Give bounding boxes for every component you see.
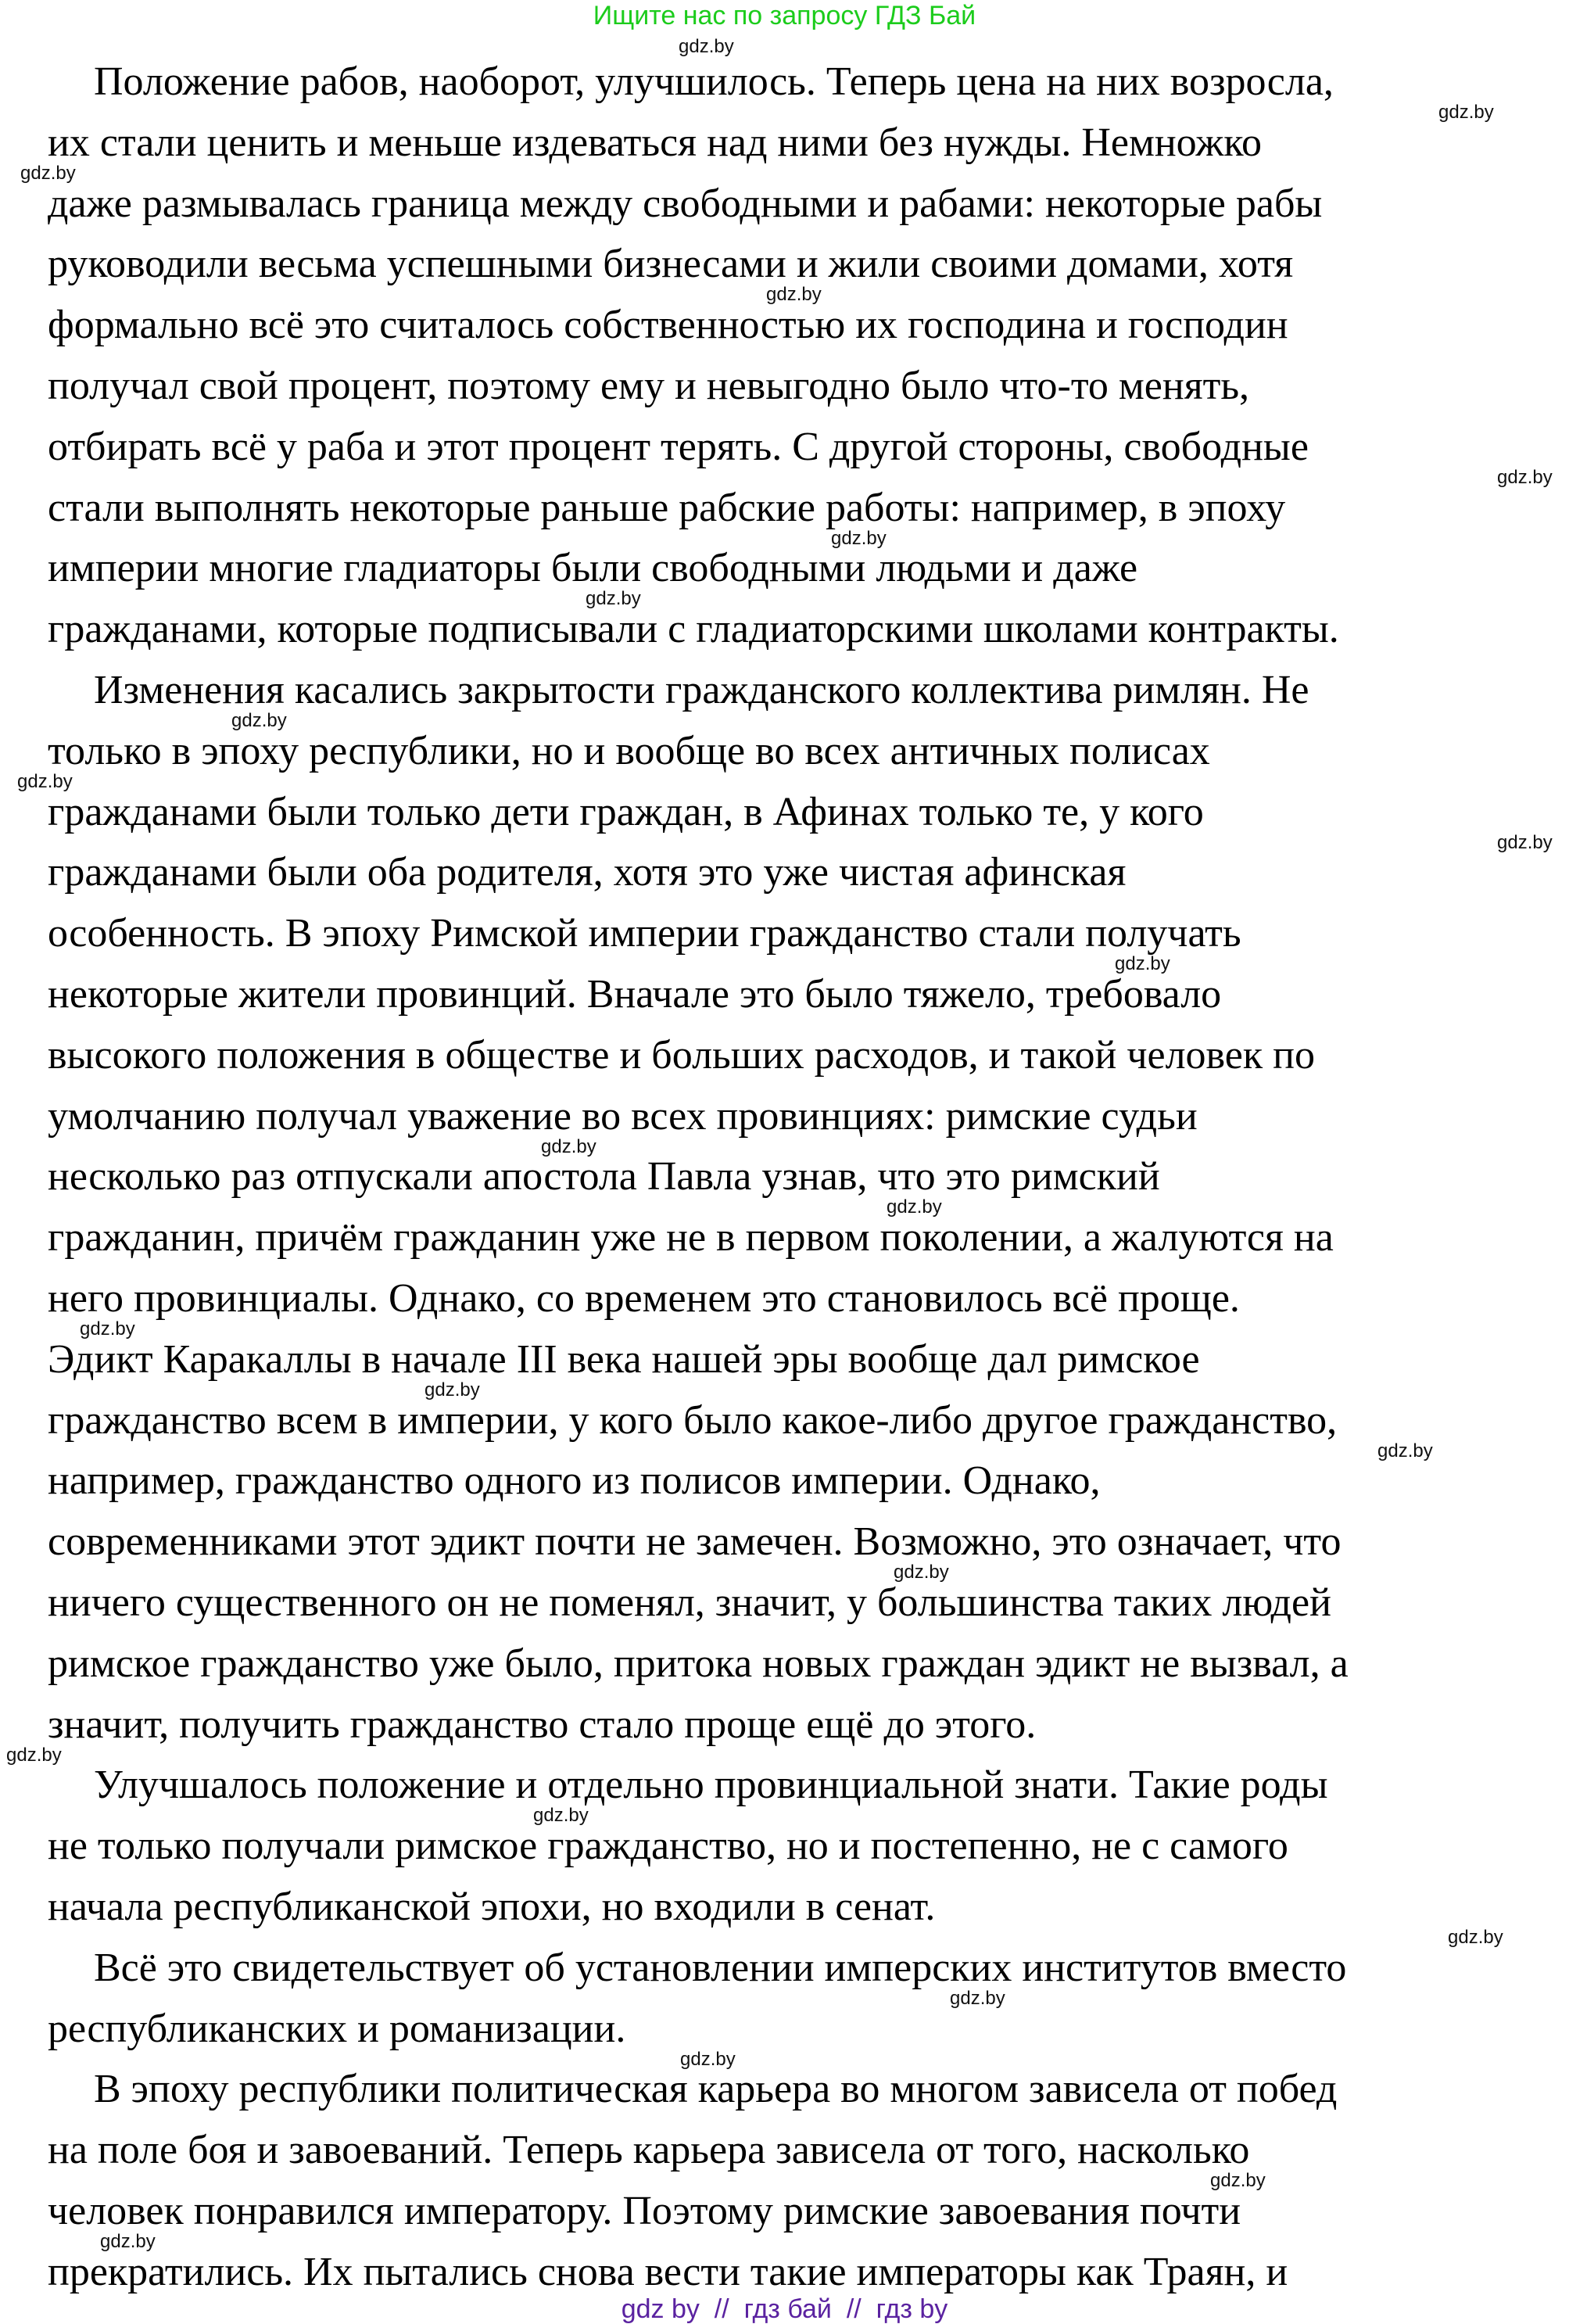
gdz-watermark: gdz.by — [541, 1135, 596, 1157]
gdz-watermark: gdz.by — [680, 2048, 736, 2070]
gdz-watermark: gdz.by — [17, 770, 73, 792]
text-line: только в эпоху республики, но и вообще во всех античных полисах — [48, 728, 1210, 773]
gdz-watermark: gdz.by — [1377, 1440, 1433, 1461]
text-line: начала республиканской эпохи, но входили в сенат. — [48, 1885, 936, 1929]
gdz-watermark: gdz.by — [231, 710, 287, 731]
text-line: руководили весьма успешными бизнесами и жили своими домами, хотя — [48, 242, 1294, 287]
text-line: республиканских и романизации. — [48, 2006, 626, 2051]
gdz-watermark: gdz.by — [679, 36, 734, 57]
gdz-watermark: gdz.by — [100, 2231, 156, 2252]
text-line: стали выполнять некоторые раньше рабские работы: например, в эпоху — [48, 485, 1286, 530]
text-line: гражданами, которые подписывали с гладиаторскими школами контракты. — [48, 607, 1339, 652]
text-line: человек понравился императору. Поэтому римские завоевания почти — [48, 2189, 1241, 2233]
text-line: не только получали римское гражданство, но и постепенно, не с самого — [48, 1824, 1288, 1869]
gdz-watermark: gdz.by — [1210, 2170, 1266, 2192]
text-line: высокого положения в обществе и больших расходов, и такой человек по — [48, 1032, 1315, 1078]
gdz-watermark: gdz.by — [1497, 831, 1553, 853]
text-line: В эпоху республики политическая карьера во многом зависела от побед — [94, 2067, 1338, 2112]
text-line: ничего существенного он не поменял, значит, у большинства таких людей — [48, 1580, 1331, 1625]
gdz-watermark: gdz.by — [894, 1562, 949, 1583]
gdz-watermark: gdz.by — [1497, 466, 1553, 488]
text-line: прекратились. Их пытались снова вести такие императоры как Траян, и — [48, 2249, 1288, 2294]
text-line: Улучшалось положение и отдельно провинциальной знати. Такие роды — [94, 1763, 1328, 1808]
gdz-watermark: gdz.by — [6, 1744, 62, 1766]
gdz-watermark: gdz.by — [80, 1318, 135, 1340]
text-line: гражданами были только дети граждан, в Афинах только те, у кого — [48, 789, 1204, 834]
text-line: него провинциалы. Однако, со временем это становилось всё проще. — [48, 1276, 1240, 1321]
text-line: Эдикт Каракаллы в начале III века нашей эры вообще дал римское — [48, 1336, 1200, 1382]
search-banner: Ищите нас по запросу ГДЗ Бай — [593, 1, 976, 30]
text-line: римское гражданство уже было, притока новых граждан эдикт не вызвал, а — [48, 1641, 1349, 1686]
text-line: гражданство всем в империи, у кого было какое-либо другое гражданство, — [48, 1397, 1338, 1443]
gdz-watermark: gdz.by — [766, 284, 822, 306]
text-line: на поле боя и завоеваний. Теперь карьера зависела от того, насколько — [48, 2128, 1250, 2173]
text-line: получал свой процент, поэтому ему и невыгодно было что-то менять, — [48, 364, 1250, 408]
gdz-watermark: gdz.by — [831, 527, 887, 549]
text-line: например, гражданство одного из полисов империи. Однако, — [48, 1458, 1101, 1504]
text-line: формально всё это считалось собственностью их господина и господин — [48, 303, 1288, 348]
gdz-watermark: gdz.by — [533, 1805, 589, 1827]
text-line: гражданин, причём гражданин уже не в первом поколении, а жалуются на — [48, 1215, 1334, 1261]
text-line: современниками этот эдикт почти не замечен. Возможно, это означает, что — [48, 1519, 1342, 1565]
text-line: некоторые жители провинций. Вначале это было тяжело, требовало — [48, 972, 1222, 1017]
gdz-watermark: gdz.by — [1448, 1927, 1503, 1948]
gdz-watermark: gdz.by — [1438, 102, 1494, 123]
text-line: империи многие гладиаторы были свободными людьми и даже — [48, 546, 1138, 591]
gdz-watermark: gdz.by — [887, 1196, 942, 1218]
text-line: значит, получить гражданство стало проще ещё до этого. — [48, 1702, 1037, 1747]
text-line: гражданами были оба родителя, хотя это уже чистая афинская — [48, 850, 1127, 895]
footer-watermark: gdz by // гдз бай // гдз by — [621, 2294, 948, 2324]
text-line: Всё это свидетельствует об установлении имперских институтов вместо — [94, 1945, 1347, 1990]
text-line: их стали ценить и меньше издеваться над ними без нужды. Немножко — [48, 120, 1262, 165]
gdz-watermark: gdz.by — [424, 1379, 480, 1400]
gdz-watermark: gdz.by — [950, 1987, 1005, 2009]
text-line: несколько раз отпускали апостола Павла узнав, что это римский — [48, 1154, 1160, 1200]
text-line: особенность. В эпоху Римской империи гражданство стали получать — [48, 911, 1241, 956]
text-line: умолчанию получал уважение во всех провинциях: римские судьи — [48, 1093, 1198, 1139]
gdz-watermark: gdz.by — [20, 162, 76, 184]
gdz-watermark: gdz.by — [586, 588, 641, 610]
text-line: Положение рабов, наоборот, улучшилось. Теперь цена на них возросла, — [94, 59, 1334, 104]
text-line: даже размывалась граница между свободными и рабами: некоторые рабы — [48, 181, 1323, 226]
text-line: Изменения касались закрытости гражданского коллектива римлян. Не — [94, 668, 1309, 712]
text-line: отбирать всё у раба и этот процент терять. С другой стороны, свободные — [48, 424, 1309, 469]
gdz-watermark: gdz.by — [1115, 953, 1170, 975]
